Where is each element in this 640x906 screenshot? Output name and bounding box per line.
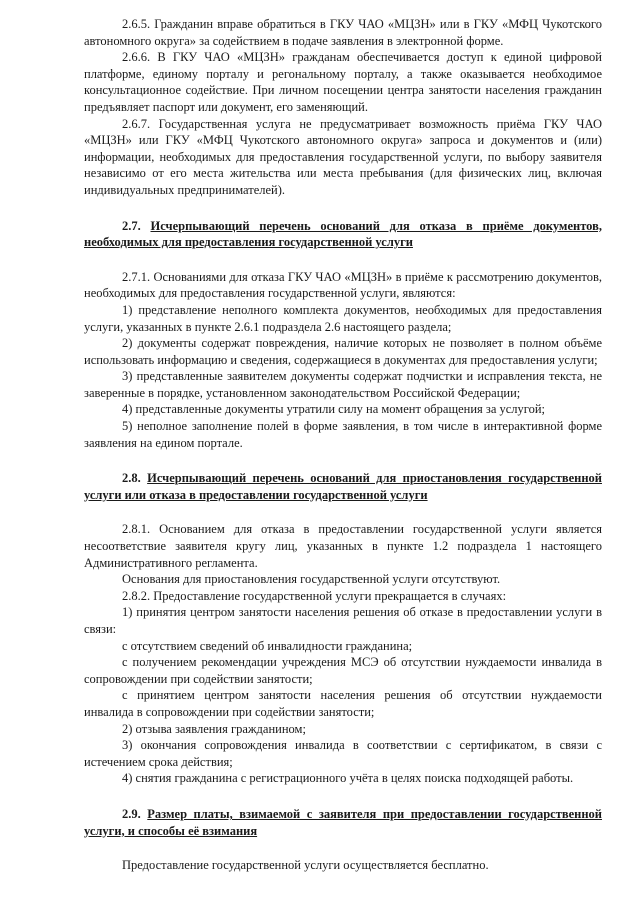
list-item: 4) представленные документы утратили силу на момент обращения за услугой; [122, 402, 546, 417]
list-item: 3) окончания сопровождения инвалида в соответствии с сертификатом, в связи с истечением срока действия; [84, 738, 602, 769]
paragraph-2-8-2: 2.8.2. Предоставление государственной услуги прекращается в случаях: [122, 588, 507, 603]
paragraph-2-6-7: 2.6.7. Государственная услуга не предусматривает возможность приёма ГКУ ЧАО «МЦЗН» или ГКУ «МФЦ Чукотского автономного округа» запроса и документов и (или) информации, необходимых для предоставления государственной услуги, по выбору заявителя независимо от его места жительства или места пребывания (для физических лиц, включая индивидуальных предпринимателей). [84, 116, 602, 197]
section-heading-2-8 [84, 470, 602, 503]
section-title: Размер платы, взимаемой с заявителя при предоставлении государственной услуги, и способы её взимания [84, 806, 603, 838]
paragraph-2-6-5: 2.6.5. Гражданин вправе обратиться в ГКУ ЧАО «МЦЗН» или в ГКУ «МФЦ Чукотского автономного округа» за содействием в подаче заявления в электронной форме. [84, 17, 602, 48]
list-item: с отсутствием сведений об инвалидности гражданина; [122, 638, 413, 653]
section-number: 2.7. [122, 218, 141, 233]
paragraph-2-6-6: 2.6.6. В ГКУ ЧАО «МЦЗН» гражданам обеспечивается доступ к единой цифровой платформе, единому порталу и регональному порталу, а также оказывается необходимое консультационное содействие. При личном посещении центра занятости населения гражданин предъявляет паспорт или документ, его заменяющий. [84, 50, 602, 114]
list-item: 2) документы содержат повреждения, наличие которых не позволяет в полном объёме использовать информацию и сведения, содержащиеся в документах для предоставления услуги; [84, 336, 602, 367]
section-heading-2-9 [84, 806, 602, 839]
list-item: 2) отзыва заявления гражданином; [122, 721, 306, 736]
paragraph-2-7-1: 2.7.1. Основаниями для отказа ГКУ ЧАО «МЦЗН» в приёме к рассмотрению документов, необходимых для предоставления государственной услуги, являются: [84, 269, 602, 301]
paragraph: Основания для приостановления государственной услуги отсутствуют. [122, 572, 501, 587]
paragraph-free-service: Предоставление государственной услуги осуществляется бесплатно. [122, 858, 489, 873]
list-item: 3) представленные заявителем документы содержат подчистки и исправления текста, не заверенные в порядке, установленном законодательством Российской Федерации; [84, 369, 602, 400]
paragraph-2-8-1: 2.8.1. Основанием для отказа в предоставлении государственной услуги является несоответствие заявителя кругу лиц, указанных в пункте 1.2 подраздела 1 настоящего Административного регламента. [84, 522, 602, 570]
section-title: Исчерпывающий перечень оснований для приостановления государственной услуги или отказа в предоставлении государственной услуги [84, 471, 602, 502]
list-item: 1) представление неполного комплекта документов, необходимых для предоставления услуги, указанных в пункте 2.6.1 подраздела 2.6 настоящего раздела; [84, 302, 602, 334]
section-number: 2.9. [122, 806, 141, 821]
list-item: с принятием центром занятости населения решения об отсутствии нуждаемости инвалида в сопровождении при содействии занятости; [84, 688, 602, 719]
list-item: 4) снятия гражданина с регистрационного учёта в целях поиска подходящей работы. [122, 771, 574, 786]
section-heading-2-7 [84, 218, 602, 251]
list-item: 5) неполное заполнение полей в форме заявления, в том числе в интерактивной форме заявления на едином портале. [84, 419, 602, 450]
list-item: с получением рекомендации учреждения МСЭ об отсутствии нуждаемости инвалида в сопровождении при содействии занятости; [84, 655, 602, 686]
list-item: 1) принятия центром занятости населения решения об отказе в предоставлении услуги в связи: [84, 605, 602, 636]
section-number: 2.8. [122, 471, 141, 486]
section-title: Исчерпывающий перечень оснований для отказа в приёме документов, необходимых для предоставления государственной услуги [84, 218, 602, 250]
